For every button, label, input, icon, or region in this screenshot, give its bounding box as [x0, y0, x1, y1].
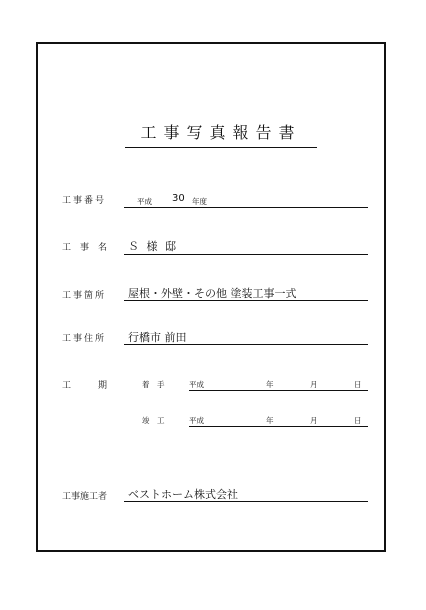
work-number-era: 平成: [137, 197, 152, 206]
period-end-underline: [189, 426, 368, 427]
period-start-year-unit: 年: [266, 380, 274, 389]
period-end-era: 平成: [189, 416, 204, 425]
work-name-label: 工 事 名: [62, 243, 108, 253]
contractor-value: ベストホーム株式会社: [128, 488, 238, 501]
contractor-underline: [124, 501, 368, 502]
document-title: 工事写真報告書: [125, 120, 317, 148]
work-number-year: 30: [172, 193, 185, 204]
work-name-underline: [124, 254, 368, 255]
period-label: 工 期: [62, 381, 108, 391]
work-number-underline: [124, 207, 368, 208]
period-start-month-unit: 月: [310, 380, 318, 389]
work-location-label: 工事箇所: [62, 291, 107, 301]
work-number-suffix: 年度: [192, 197, 207, 206]
period-start-era: 平成: [189, 380, 204, 389]
work-number-label: 工事番号: [62, 196, 107, 206]
work-location-underline: [124, 300, 368, 301]
contractor-label: 工事施工者: [62, 492, 108, 502]
period-start-day-unit: 日: [354, 380, 362, 389]
period-end-day-unit: 日: [354, 416, 362, 425]
work-address-label: 工事住所: [62, 334, 107, 344]
period-end-year-unit: 年: [266, 416, 274, 425]
period-end-label: 竣 工: [142, 416, 165, 425]
work-name-value: Ｓ 様 邸: [128, 240, 178, 253]
period-start-underline: [189, 390, 368, 391]
work-address-underline: [124, 344, 368, 345]
period-start-label: 着 手: [142, 380, 165, 389]
work-location-value: 屋根・外壁・その他 塗装工事一式: [128, 287, 297, 300]
work-address-value: 行橋市 前田: [128, 331, 187, 344]
period-end-month-unit: 月: [310, 416, 318, 425]
